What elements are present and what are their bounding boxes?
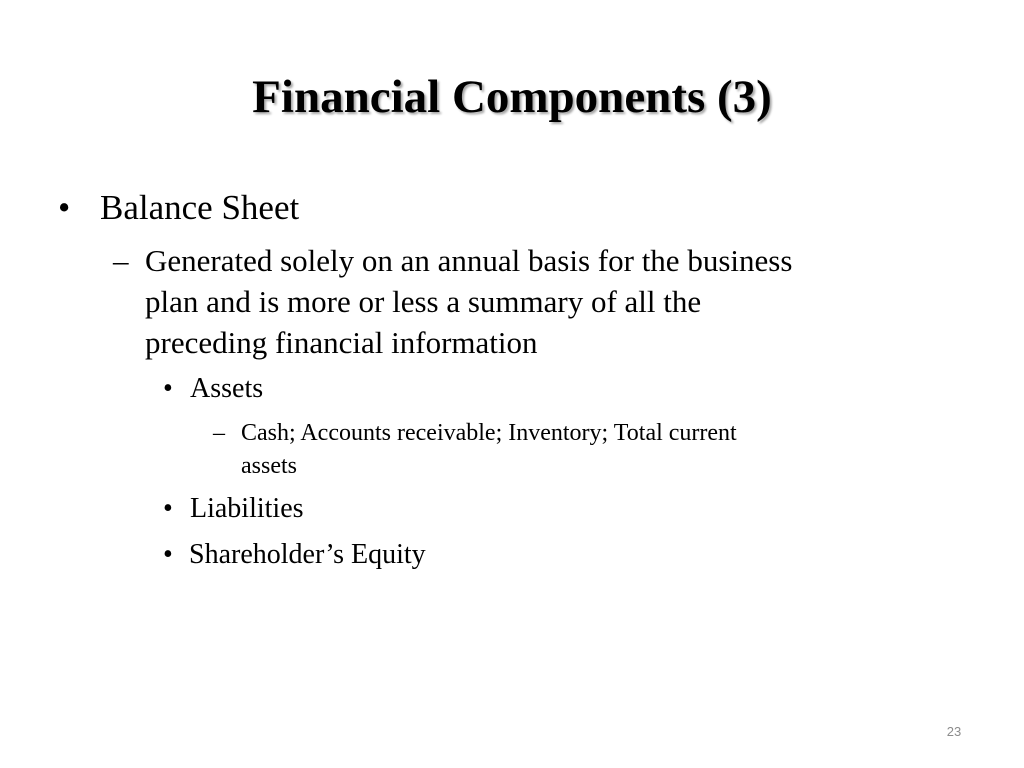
bullet-marker: • bbox=[163, 373, 173, 404]
sub-bullet-line-2: plan and is more or less a summary of all the bbox=[145, 284, 702, 319]
page-number: 23 bbox=[946, 724, 962, 739]
bullet-balance-sheet: Balance Sheet bbox=[100, 188, 300, 227]
bullet-marker: • bbox=[58, 188, 71, 227]
dash-marker: – bbox=[113, 243, 129, 278]
sub-bullet-line-3: preceding financial information bbox=[145, 325, 538, 360]
bullet-marker: • bbox=[163, 539, 173, 570]
bullet-shareholders-equity: Shareholder’s Equity bbox=[189, 539, 426, 570]
bullet-liabilities: Liabilities bbox=[190, 493, 304, 524]
bullet-marker: • bbox=[163, 493, 173, 524]
slide-title: Financial Components (3) bbox=[252, 71, 772, 123]
assets-detail-line-1: Cash; Accounts receivable; Inventory; Total current bbox=[241, 420, 737, 446]
sub-bullet-line-1: Generated solely on an annual basis for the business bbox=[145, 243, 793, 278]
bullet-assets: Assets bbox=[190, 373, 264, 404]
dash-marker: – bbox=[213, 420, 225, 446]
assets-detail-line-2: assets bbox=[241, 453, 297, 479]
